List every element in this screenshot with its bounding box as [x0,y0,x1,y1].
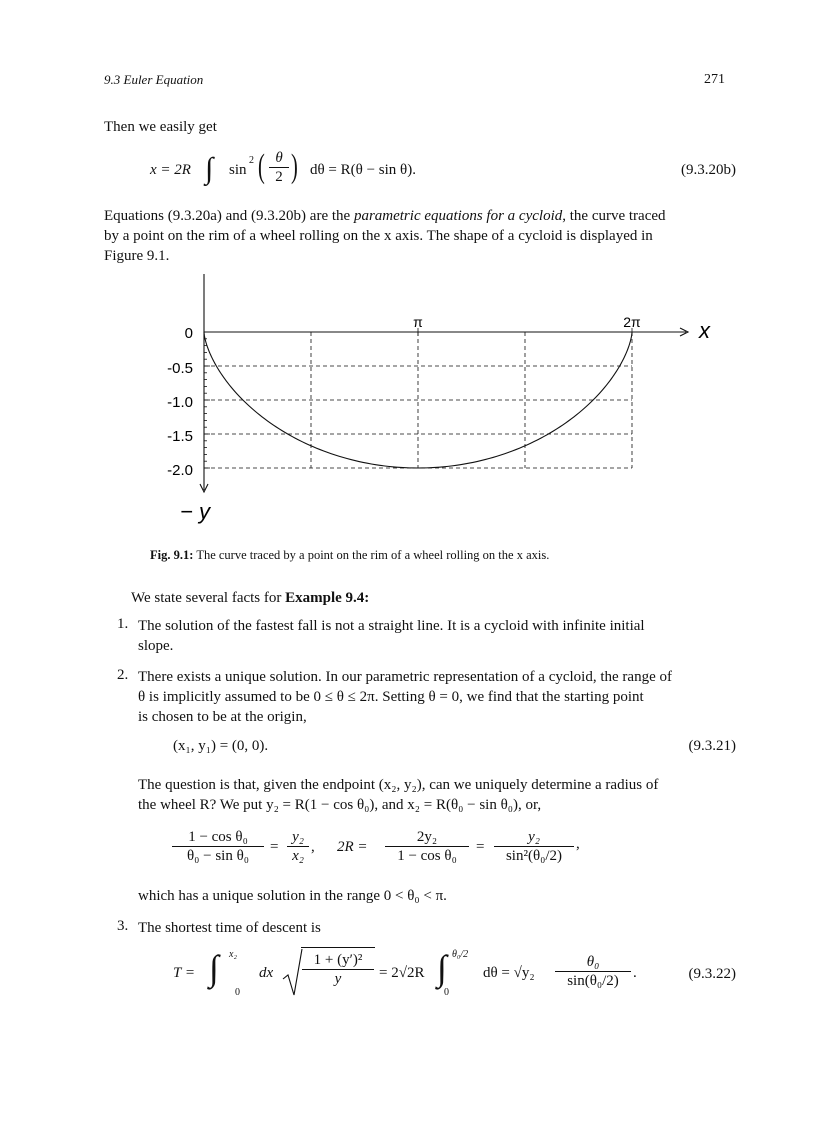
paragraph-cycloid: Equations (9.3.20a) and (9.3.20b) are the parametric equations for a cycloid, the curve traced by a point on the rim of a wheel rolling on the x axis. The shape of a cycloid is displayed in Figure 9.1. [104,208,666,264]
list-number-1: 1. [117,616,129,632]
left-paren: ( [258,148,265,185]
x-tick-label-pi: π [413,314,423,330]
frac-theta-over-2: $\frac{\theta}{2}$ [269,149,289,186]
intro-text: Then we easily get [104,119,217,135]
y-axis-label: − y [180,499,210,524]
sqrt-radical [281,947,303,999]
y-tick-label-0: 0 [184,325,193,342]
power-2: 2 [249,155,254,166]
frac-1: $\frac{\text{1 − cos θ₀}}{\text{θ₀ − sin θ₀}}$ [172,828,264,865]
caption-label: Fig. 9.1: [150,548,194,562]
running-header-section: 9.3 Euler Equation [104,72,204,87]
list-item-1: The solution of the fastest fall is not a straight line. It is a cycloid with infinite initial slope. [138,618,645,654]
list-item-3: The shortest time of descent is [138,920,321,936]
eq-number-9-3-20b: (9.3.20b) [681,162,736,178]
list-number-2: 2. [117,667,129,683]
frac-theta-sin: $\frac{\text{θ₀}}{\text{sin(θ₀/2)}}$ [555,953,631,990]
frac-4: $\frac{\text{y₂}}{\text{sin²(θ₀/2)}}$ [494,828,574,865]
emphasis-parametric: parametric equations for a cycloid [353,208,563,224]
integral-sign-2: ∫ [437,948,447,988]
right-paren: ) [291,148,298,185]
y-tick-label-minus-0-5: -0.5 [167,360,193,377]
list-number-3: 3. [117,918,129,934]
frac-3: $\frac{\text{2y₂}}{\text{1 − cos θ₀}}$ [385,828,469,865]
equation-9-3-22: T = ∫ x₂ 0 dx $\frac{\text{1 + (y′)²}}{y}$ = 2√2R ∫ θ₀/2 0 dθ = √y₂ $\frac{\text{θ₀}}{\text{sin(θ₀/2)}}$ . [173,948,637,998]
equation-9-3-21: (x₁, y₁) = (0, 0). [173,738,269,754]
example-ref: Example 9.4: [285,590,370,606]
eq-number-9-3-21: (9.3.21) [688,738,736,754]
sqrt-bar [301,947,375,948]
equation-ratios: $\frac{\text{1 − cos θ₀}}{\text{θ₀ − sin θ₀}}$ = $\frac{\text{y₂}}{\text{x₂}}$ , 2R = $\frac{\text{2y₂}}{\text{1 − cos θ₀}}$ = $\frac{\text{y₂}}{\text{sin²(θ₀/2)}}$ , [172,828,592,870]
figure-9-1-chart [150,268,730,530]
facts-intro: We state several facts for Example 9.4: [131,590,370,606]
list-item-2: There exists a unique solution. In our parametric representation of a cycloid, the range of θ is implicitly assumed to be 0 ≤ θ ≤ 2π. Setting θ = 0, we find that the starting point is chosen to be at the origin, [138,669,672,725]
caption-text: The curve traced by a point on the rim of a wheel rolling on the x axis. [196,548,550,562]
eq-lhs: x = 2R [150,162,191,178]
eq-number-9-3-22: (9.3.22) [688,966,736,982]
equation-9-3-20b [150,150,470,194]
paragraph-unique: which has a unique solution in the range 0 < θ₀ < π. [138,888,447,904]
grid-lines [204,332,632,468]
integral-sign-1: ∫ [209,948,219,988]
frac-sqrt: $\frac{\text{1 + (y′)²}}{y}$ [302,951,374,988]
sin-text: sin [229,162,247,178]
figure-caption [150,548,549,563]
x-tick-label-2pi: 2π [623,314,641,330]
y-tick-label-minus-1-0: -1.0 [167,394,193,411]
y-tick-label-minus-1-5: -1.5 [167,428,193,445]
y-tick-label-minus-2-0: -2.0 [167,462,193,479]
paragraph-endpoint: The question is that, given the endpoint (x₂, y₂), can we uniquely determine a radius of the wheel R? We put y₂ = R(1 − cos θ₀), and x₂ = R(θ₀ − sin θ₀), or, [138,777,659,813]
x-axis-label: x [699,318,710,343]
eq-rest: dθ = R(θ − sin θ). [310,162,416,178]
integral-sign: ∫ [205,152,214,185]
page-number: 271 [704,72,725,87]
frac-2: $\frac{\text{y₂}}{\text{x₂}}$ [287,828,309,865]
